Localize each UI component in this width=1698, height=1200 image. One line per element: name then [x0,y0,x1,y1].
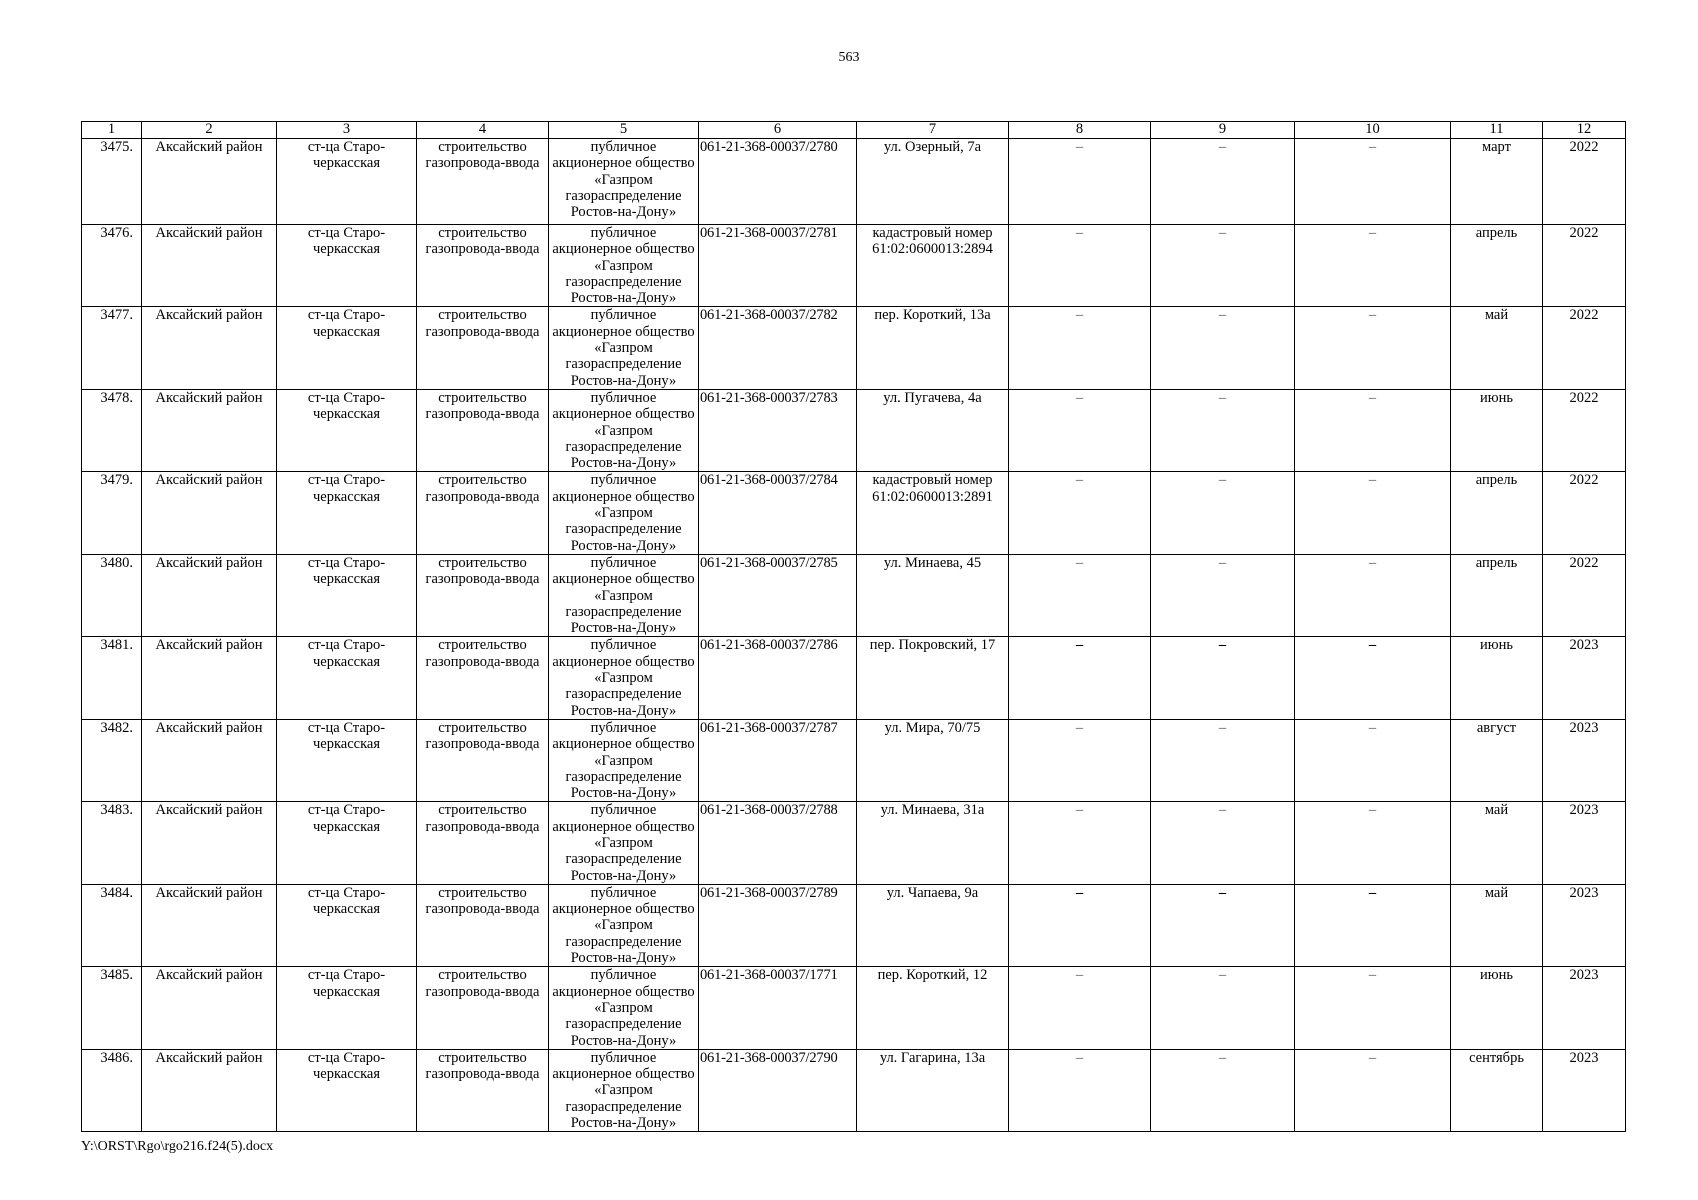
column-header: 7 [857,122,1009,139]
cell-locality: ст-ца Старо-черкасская [277,139,417,225]
cell-locality: ст-ца Старо-черкасская [277,967,417,1049]
cell-registration-code: 061-21-368-00037/2786 [699,637,857,719]
cell-col-8: – [1009,139,1151,225]
cell-year: 2022 [1543,389,1626,471]
cell-locality: ст-ца Старо-черкасская [277,1049,417,1131]
cell-locality: ст-ца Старо-черкасская [277,307,417,389]
table-body [82,139,1626,1132]
cell-registration-code: 061-21-368-00037/2790 [699,1049,857,1131]
cell-address: кадастровый номер 61:02:0600013:2891 [857,472,1009,554]
cell-col-9: – [1151,225,1295,307]
column-header: 5 [549,122,699,139]
column-header: 10 [1295,122,1451,139]
cell-col-10: – [1295,884,1451,966]
cell-locality: ст-ца Старо-черкасская [277,637,417,719]
cell-month: август [1451,719,1543,801]
cell-record-number: 3475. [82,139,142,225]
header-row [82,122,1626,139]
footer-file-path: Y:\ORST\Rgo\rgo216.f24(5).docx [81,1139,274,1154]
cell-month: май [1451,307,1543,389]
column-header: 11 [1451,122,1543,139]
cell-district: Аксайский район [142,139,277,225]
cell-year: 2023 [1543,1049,1626,1131]
cell-record-number: 3484. [82,884,142,966]
cell-organization: публичное акционерное общество «Газпром газораспределение Ростов-на-Дону» [549,389,699,471]
cell-month: март [1451,139,1543,225]
cell-organization: публичное акционерное общество «Газпром газораспределение Ростов-на-Дону» [549,719,699,801]
cell-col-8: – [1009,389,1151,471]
cell-address: ул. Пугачева, 4а [857,389,1009,471]
cell-col-9: – [1151,389,1295,471]
column-header: 1 [82,122,142,139]
cell-record-number: 3482. [82,719,142,801]
cell-record-number: 3478. [82,389,142,471]
cell-address: ул. Мира, 70/75 [857,719,1009,801]
cell-month: июнь [1451,389,1543,471]
cell-record-number: 3486. [82,1049,142,1131]
cell-address: ул. Минаева, 45 [857,554,1009,636]
cell-organization: публичное акционерное общество «Газпром газораспределение Ростов-на-Дону» [549,307,699,389]
cell-work-type: строительство газопровода-ввода [417,802,549,884]
cell-year: 2023 [1543,802,1626,884]
cell-district: Аксайский район [142,389,277,471]
cell-registration-code: 061-21-368-00037/2781 [699,225,857,307]
cell-col-10: – [1295,225,1451,307]
cell-col-10: – [1295,472,1451,554]
cell-work-type: строительство газопровода-ввода [417,139,549,225]
registry-table [81,121,1626,1132]
cell-work-type: строительство газопровода-ввода [417,554,549,636]
cell-record-number: 3479. [82,472,142,554]
table-row [82,802,1626,884]
cell-registration-code: 061-21-368-00037/2784 [699,472,857,554]
cell-year: 2023 [1543,884,1626,966]
cell-work-type: строительство газопровода-ввода [417,307,549,389]
cell-year: 2023 [1543,719,1626,801]
cell-col-10: – [1295,719,1451,801]
table-row [82,225,1626,307]
cell-col-9: – [1151,719,1295,801]
cell-col-8: – [1009,884,1151,966]
cell-address: пер. Короткий, 13а [857,307,1009,389]
cell-work-type: строительство газопровода-ввода [417,225,549,307]
cell-locality: ст-ца Старо-черкасская [277,884,417,966]
table-row [82,1049,1626,1131]
cell-district: Аксайский район [142,637,277,719]
cell-col-9: – [1151,637,1295,719]
cell-address: кадастровый номер 61:02:0600013:2894 [857,225,1009,307]
cell-district: Аксайский район [142,719,277,801]
column-header: 2 [142,122,277,139]
cell-district: Аксайский район [142,472,277,554]
cell-address: ул. Озерный, 7а [857,139,1009,225]
table-row [82,307,1626,389]
cell-year: 2023 [1543,637,1626,719]
table-row [82,554,1626,636]
cell-work-type: строительство газопровода-ввода [417,637,549,719]
cell-col-9: – [1151,967,1295,1049]
cell-locality: ст-ца Старо-черкасская [277,802,417,884]
cell-registration-code: 061-21-368-00037/2783 [699,389,857,471]
cell-col-10: – [1295,802,1451,884]
cell-work-type: строительство газопровода-ввода [417,719,549,801]
cell-work-type: строительство газопровода-ввода [417,1049,549,1131]
cell-col-8: – [1009,802,1151,884]
cell-record-number: 3483. [82,802,142,884]
cell-district: Аксайский район [142,554,277,636]
cell-locality: ст-ца Старо-черкасская [277,554,417,636]
cell-registration-code: 061-21-368-00037/2782 [699,307,857,389]
cell-district: Аксайский район [142,225,277,307]
cell-col-10: – [1295,967,1451,1049]
cell-district: Аксайский район [142,967,277,1049]
cell-month: апрель [1451,554,1543,636]
cell-col-8: – [1009,967,1151,1049]
cell-address: пер. Покровский, 17 [857,637,1009,719]
cell-month: апрель [1451,225,1543,307]
cell-district: Аксайский район [142,1049,277,1131]
cell-month: апрель [1451,472,1543,554]
cell-col-9: – [1151,802,1295,884]
cell-month: май [1451,884,1543,966]
cell-col-8: – [1009,1049,1151,1131]
cell-work-type: строительство газопровода-ввода [417,884,549,966]
cell-col-10: – [1295,389,1451,471]
cell-registration-code: 061-21-368-00037/1771 [699,967,857,1049]
cell-organization: публичное акционерное общество «Газпром газораспределение Ростов-на-Дону» [549,967,699,1049]
cell-col-10: – [1295,139,1451,225]
cell-organization: публичное акционерное общество «Газпром газораспределение Ростов-на-Дону» [549,139,699,225]
cell-col-8: – [1009,307,1151,389]
cell-year: 2023 [1543,967,1626,1049]
cell-organization: публичное акционерное общество «Газпром газораспределение Ростов-на-Дону» [549,884,699,966]
cell-organization: публичное акционерное общество «Газпром газораспределение Ростов-на-Дону» [549,1049,699,1131]
cell-col-8: – [1009,225,1151,307]
table-row [82,472,1626,554]
table-row [82,719,1626,801]
column-header: 9 [1151,122,1295,139]
column-header: 8 [1009,122,1151,139]
cell-year: 2022 [1543,139,1626,225]
cell-col-9: – [1151,472,1295,554]
cell-year: 2022 [1543,307,1626,389]
cell-work-type: строительство газопровода-ввода [417,472,549,554]
table-row [82,884,1626,966]
cell-district: Аксайский район [142,802,277,884]
column-header: 4 [417,122,549,139]
cell-record-number: 3485. [82,967,142,1049]
cell-month: май [1451,802,1543,884]
cell-registration-code: 061-21-368-00037/2788 [699,802,857,884]
cell-col-8: – [1009,472,1151,554]
cell-district: Аксайский район [142,307,277,389]
cell-locality: ст-ца Старо-черкасская [277,719,417,801]
column-header: 6 [699,122,857,139]
cell-organization: публичное акционерное общество «Газпром газораспределение Ростов-на-Дону» [549,637,699,719]
cell-registration-code: 061-21-368-00037/2785 [699,554,857,636]
cell-locality: ст-ца Старо-черкасская [277,389,417,471]
cell-address: пер. Короткий, 12 [857,967,1009,1049]
cell-address: ул. Чапаева, 9а [857,884,1009,966]
cell-work-type: строительство газопровода-ввода [417,389,549,471]
cell-col-9: – [1151,1049,1295,1131]
cell-district: Аксайский район [142,884,277,966]
cell-year: 2022 [1543,472,1626,554]
cell-col-9: – [1151,554,1295,636]
cell-col-9: – [1151,139,1295,225]
column-header: 3 [277,122,417,139]
cell-work-type: строительство газопровода-ввода [417,967,549,1049]
cell-record-number: 3480. [82,554,142,636]
cell-month: июнь [1451,967,1543,1049]
cell-year: 2022 [1543,225,1626,307]
cell-col-8: – [1009,637,1151,719]
cell-col-10: – [1295,1049,1451,1131]
cell-record-number: 3481. [82,637,142,719]
cell-locality: ст-ца Старо-черкасская [277,472,417,554]
cell-registration-code: 061-21-368-00037/2780 [699,139,857,225]
cell-address: ул. Гагарина, 13а [857,1049,1009,1131]
cell-col-10: – [1295,637,1451,719]
column-header: 12 [1543,122,1626,139]
cell-col-8: – [1009,719,1151,801]
cell-registration-code: 061-21-368-00037/2789 [699,884,857,966]
cell-record-number: 3476. [82,225,142,307]
cell-organization: публичное акционерное общество «Газпром газораспределение Ростов-на-Дону» [549,802,699,884]
cell-record-number: 3477. [82,307,142,389]
cell-organization: публичное акционерное общество «Газпром газораспределение Ростов-на-Дону» [549,554,699,636]
cell-col-9: – [1151,884,1295,966]
table-row [82,139,1626,225]
cell-locality: ст-ца Старо-черкасская [277,225,417,307]
cell-col-10: – [1295,554,1451,636]
cell-organization: публичное акционерное общество «Газпром газораспределение Ростов-на-Дону» [549,472,699,554]
cell-year: 2022 [1543,554,1626,636]
table-row [82,389,1626,471]
cell-col-8: – [1009,554,1151,636]
table-row [82,637,1626,719]
cell-organization: публичное акционерное общество «Газпром газораспределение Ростов-на-Дону» [549,225,699,307]
cell-month: июнь [1451,637,1543,719]
cell-col-9: – [1151,307,1295,389]
table-row [82,967,1626,1049]
cell-month: сентябрь [1451,1049,1543,1131]
cell-address: ул. Минаева, 31а [857,802,1009,884]
page-number: 563 [838,50,860,65]
cell-col-10: – [1295,307,1451,389]
cell-registration-code: 061-21-368-00037/2787 [699,719,857,801]
